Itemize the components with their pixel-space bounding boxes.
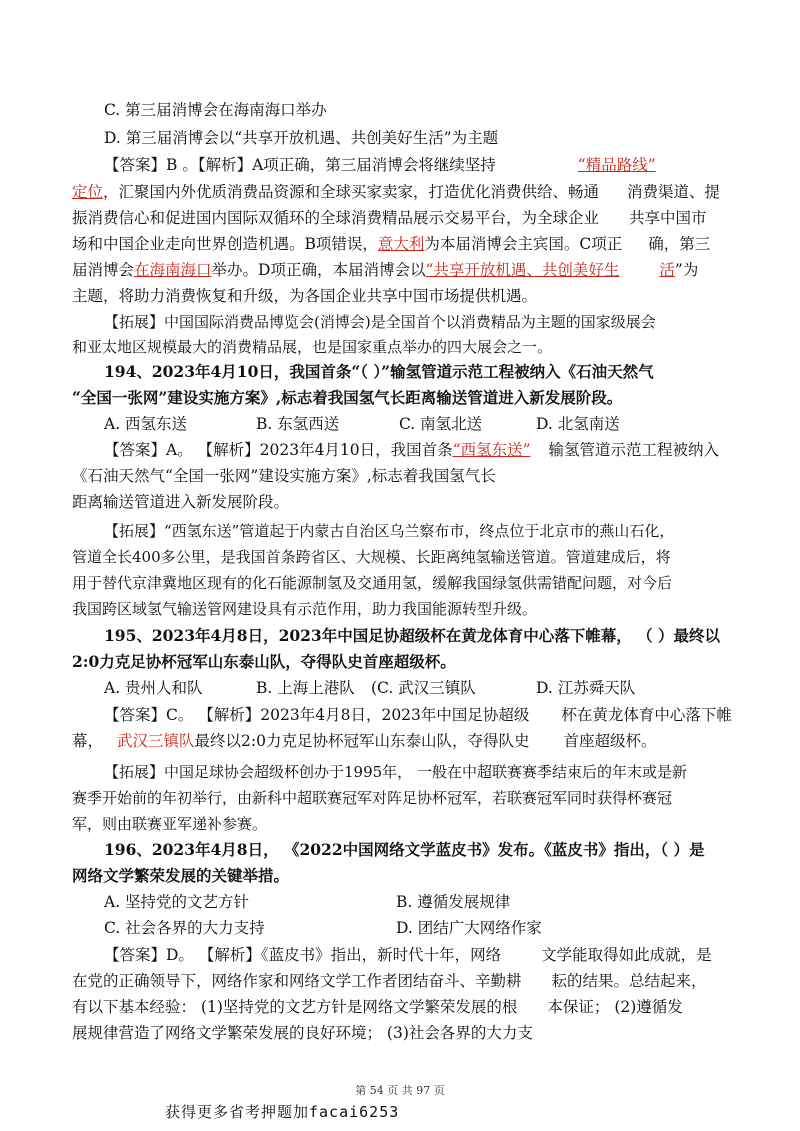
- answer-text: 【答案】D。 【解析】《蓝皮书》指出，新时代十年，网络: [104, 946, 502, 964]
- q196-stem-line1: 196、2023年4月8日， 《2022中国网络文学蓝皮书》发布。《蓝皮书》指出，（ ）是: [104, 840, 705, 859]
- answer-text: 消费渠道、提: [627, 183, 721, 201]
- q196-answer-line4: 展规律营造了网络文学繁荣发展的良好环境； (3)社会各界的大力支: [72, 1024, 533, 1042]
- answer-text: 确，第三: [648, 235, 711, 253]
- q195-extension-line2: 赛季开始前的年初举行，由新科中超联赛冠军对阵足协杯冠军，若联赛冠军同时获得杯赛冠: [72, 789, 673, 807]
- q193-extension-line1: 【拓展】中国国际消费品博览会(消博会)是全国首个以消费精品为主题的国家级展会: [104, 313, 656, 331]
- answer-text: 届消博会: [72, 261, 135, 279]
- answer-text: 杯在黄龙体育中心落下帷: [561, 706, 732, 724]
- answer-text: 为本届消博会主宾国。C项正: [424, 235, 623, 253]
- q195-stem-line1: 195、2023年4月8日，2023年中国足协超级杯在黄龙体育中心落下帷幕， （ ）最终以: [104, 626, 720, 645]
- answer-text: 振消费信心和促进国内国际双循环的全球消费精品展示交易平台，为全球企业: [72, 209, 600, 227]
- q193-answer-line6: 主题，将助力消费恢复和升级，为各国企业共享中国市场提供机遇。: [72, 287, 538, 305]
- answer-text: ”为: [674, 261, 699, 279]
- page-number: 第 54 页 共 97 页: [355, 1084, 445, 1097]
- q196-option-a: A. 坚持党的文艺方针: [104, 893, 250, 911]
- q194-extension-line3: 用于替代京津冀地区现有的化石能源制氢及交通用氢，缓解我国绿氢供需错配问题，对今后: [72, 574, 673, 592]
- highlight-text: 武汉三镇队: [117, 732, 195, 750]
- q195-option-a: A. 贵州人和队: [104, 679, 203, 697]
- q195-extension-line1: 【拓展】中国足球协会超级杯创办于1995年， 一般在中超联赛赛季结束后的年末或是新: [104, 763, 687, 781]
- q194-answer-line1: [104, 440, 744, 460]
- answer-text: 幕，: [72, 732, 104, 750]
- highlight-text: 定位: [72, 183, 104, 201]
- q193-answer-line5: [72, 260, 738, 280]
- q195-option-b: B. 上海上港队: [256, 679, 355, 697]
- answer-text: 【答案】C。 【解析】2023年4月8日，2023年中国足协超级: [104, 706, 530, 724]
- answer-text: 首座超级杯。: [563, 732, 657, 750]
- q194-answer-line3: 距离输送管道进入新发展阶段。: [72, 493, 290, 511]
- q194-extension-line1: 【拓展】“西氢东送”管道起于内蒙古自治区乌兰察布市，终点位于北京市的燕山石化，: [104, 522, 675, 540]
- q195-stem-line2: 2:0力克足协杯冠军山东泰山队，夺得队史首座超级杯。: [72, 652, 456, 671]
- highlight-text: “西氢东送”: [452, 441, 531, 459]
- q193-answer-line3: [72, 208, 738, 228]
- q195-answer-line1: [104, 705, 744, 725]
- answer-text: 举办。D项正确，本届消博会以: [211, 261, 426, 279]
- answer-text: 耘的结果。总结起来，: [551, 972, 707, 990]
- answer-text: 文学能取得如此成就，是: [541, 946, 712, 964]
- answer-text: 最终以2:0力克足协杯冠军山东泰山队，夺得队史: [194, 732, 530, 750]
- q194-option-a: A. 西氢东送: [104, 415, 188, 433]
- highlight-text: 在海南海口: [134, 261, 212, 279]
- q196-option-c: C. 社会各界的大力支持: [104, 919, 265, 937]
- q194-stem-line1: 194、2023年4月10日，我国首条“（ ）”输氢管道示范工程被纳入《石油天然气: [104, 362, 654, 381]
- q194-stem-line2: “全国一张网”建设实施方案》,标志着我国氢气长距离输送管道进入新发展阶段。: [72, 388, 623, 407]
- q193-option-d: D. 第三届消博会以“共享开放机遇、共创美好生活”为主题: [104, 129, 499, 147]
- answer-text: 【答案】A。 【解析】2023年4月10日，我国首条: [104, 441, 453, 459]
- answer-text: 场和中国企业走向世界创造机遇。B项错误，: [72, 235, 378, 253]
- q194-option-d: D. 北氢南送: [536, 415, 620, 433]
- q193-option-c: C. 第三届消博会在海南海口举办: [104, 101, 327, 119]
- highlight-text: 活: [659, 261, 675, 279]
- q193-answer-line1: [104, 155, 744, 175]
- answer-text: 共享中国市: [629, 209, 707, 227]
- q193-extension-line2: 和亚太地区规模最大的消费精品展，也是国家重点举办的四大展会之一。: [72, 338, 553, 356]
- answer-text: 【答案】B 。【解析】A项正确，第三届消博会将继续坚持: [104, 156, 496, 174]
- q195-option-d: D. 江苏舜天队: [536, 679, 636, 697]
- q193-answer-line4: [72, 234, 738, 254]
- answer-text: 在党的正确领导下，网络作家和网络文学工作者团结奋斗、辛勤耕: [72, 972, 522, 990]
- q194-option-c: C. 南氢北送: [399, 415, 483, 433]
- answer-text: 有以下基本经验： (1)坚持党的文艺方针是网络文学繁荣发展的根: [72, 998, 518, 1016]
- q196-stem-line2: 网络文学繁荣发展的关键举措。: [72, 866, 290, 885]
- q196-answer-line3: [72, 997, 738, 1017]
- q196-option-d: D. 团结广大网络作家: [396, 919, 542, 937]
- q196-answer-line2: [72, 971, 738, 991]
- answer-text: ，汇聚国内外优质消费品资源和全球买家卖家，打造优化消费供给、畅通: [103, 183, 600, 201]
- q195-answer-line2: [72, 731, 738, 751]
- highlight-text: 意大利: [377, 235, 425, 253]
- answer-text: 输氢管道示范工程被纳入: [548, 441, 720, 459]
- q195-option-c: (C. 武汉三镇队: [371, 679, 476, 697]
- q194-answer-line2: 《石油天然气“全国一张网”建设实施方案》,标志着我国氢气长: [72, 467, 496, 485]
- q194-extension-line4: 我国跨区域氢气输送管网建设具有示范作用，助力我国能源转型升级。: [72, 600, 538, 618]
- highlight-text: “精品路线”: [577, 156, 656, 174]
- highlight-text: “共享开放机遇、共创美好生: [425, 261, 620, 279]
- q194-option-b: B. 东氢西送: [256, 415, 340, 433]
- q193-answer-line2: [72, 182, 738, 202]
- q196-answer-line1: [104, 945, 744, 965]
- q196-option-b: B. 遵循发展规律: [396, 893, 511, 911]
- promo-text: 获得更多省考押题加facai6253: [165, 1103, 400, 1121]
- answer-text: 本保证； (2)遵循发: [547, 998, 683, 1016]
- q195-extension-line3: 军，则由联赛亚军递补参赛。: [72, 815, 268, 833]
- q194-extension-line2: 管道全长400多公里，是我国首条跨省区、大规模、长距离纯氢输送管道。管道建成后，将: [72, 548, 671, 566]
